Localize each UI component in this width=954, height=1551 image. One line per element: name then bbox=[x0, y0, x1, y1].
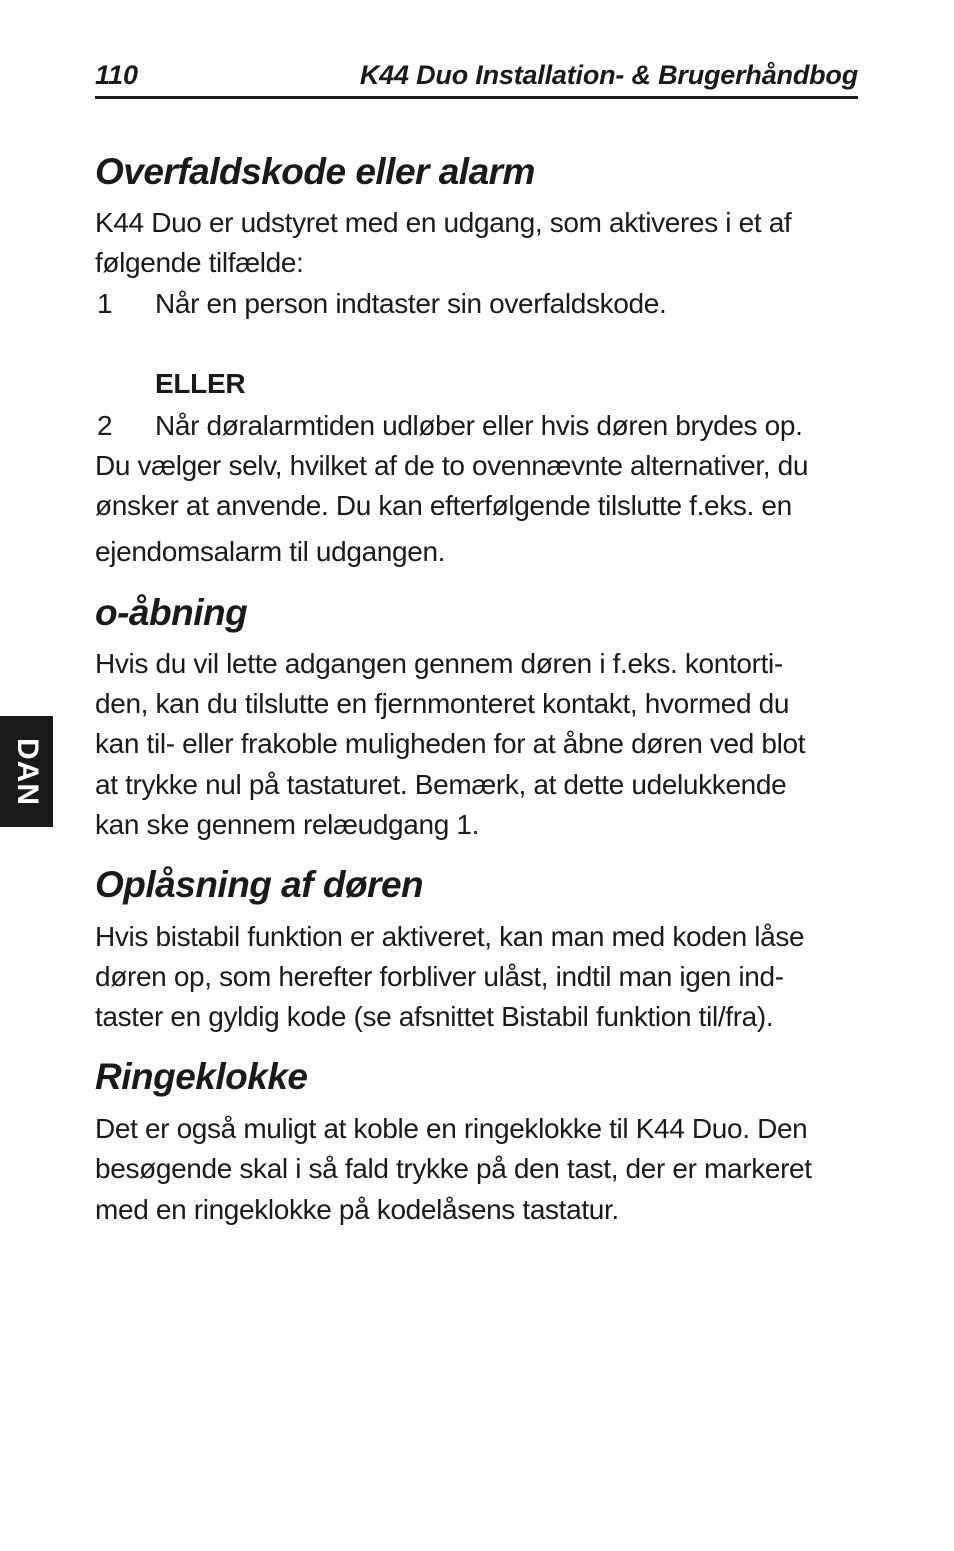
paragraph-line: K44 Duo er udstyret med en udgang, som aktiveres i et af bbox=[95, 207, 792, 238]
section-heading-oplaasning: Oplåsning af døren bbox=[95, 864, 424, 905]
paragraph-line: Hvis du vil lette adgangen gennem døren i f.eks. kontorti- bbox=[95, 648, 783, 679]
section-heading-o-aabning: o-åbning bbox=[95, 592, 248, 633]
paragraph-line: at trykke nul på tastaturet. Bemærk, at dette udelukkende bbox=[95, 769, 787, 800]
paragraph-line: Du vælger selv, hvilket af de to ovennævnte alternativer, du bbox=[95, 450, 809, 481]
page-number: 110 bbox=[95, 60, 139, 90]
paragraph-line: med en ringeklokke på kodelåsens tastatur. bbox=[95, 1194, 619, 1225]
language-tab-label: DAN bbox=[10, 737, 44, 806]
paragraph-line: følgende tilfælde: bbox=[95, 247, 304, 278]
list-item-text: Når døralarmtiden udløber eller hvis døren brydes op. bbox=[155, 410, 803, 441]
running-title: K44 Duo Installation- & Brugerhåndbog bbox=[359, 60, 858, 90]
paragraph-line: besøgende skal i så fald trykke på den tast, der er markeret bbox=[95, 1153, 812, 1184]
page-header bbox=[95, 58, 858, 99]
paragraph-line: taster en gyldig kode (se afsnittet Bistabil funktion til/fra). bbox=[95, 1001, 774, 1032]
or-label: ELLER bbox=[155, 368, 246, 399]
paragraph-line: Hvis bistabil funktion er aktiveret, kan man med koden låse bbox=[95, 921, 805, 952]
list-item-number: 1 bbox=[97, 288, 113, 319]
paragraph-line: den, kan du tilslutte en fjernmonteret kontakt, hvormed du bbox=[95, 688, 790, 719]
list-item-text: Når en person indtaster sin overfaldskode. bbox=[155, 288, 667, 319]
paragraph-line: kan ske gennem relæudgang 1. bbox=[95, 809, 480, 840]
section-heading-ringeklokke: Ringeklokke bbox=[95, 1056, 308, 1097]
paragraph-line: Det er også muligt at koble en ringeklokke til K44 Duo. Den bbox=[95, 1113, 808, 1144]
paragraph-line: kan til- eller frakoble muligheden for at åbne døren ved blot bbox=[95, 728, 806, 759]
paragraph-line: ønsker at anvende. Du kan efterfølgende tilslutte f.eks. en bbox=[95, 490, 792, 521]
section-heading-overfaldskode: Overfaldskode eller alarm bbox=[95, 151, 535, 192]
paragraph-line: ejendomsalarm til udgangen. bbox=[95, 536, 446, 567]
list-item-number: 2 bbox=[97, 410, 113, 441]
language-tab bbox=[0, 716, 53, 827]
paragraph-line: døren op, som herefter forbliver ulåst, indtil man igen ind- bbox=[95, 961, 784, 992]
